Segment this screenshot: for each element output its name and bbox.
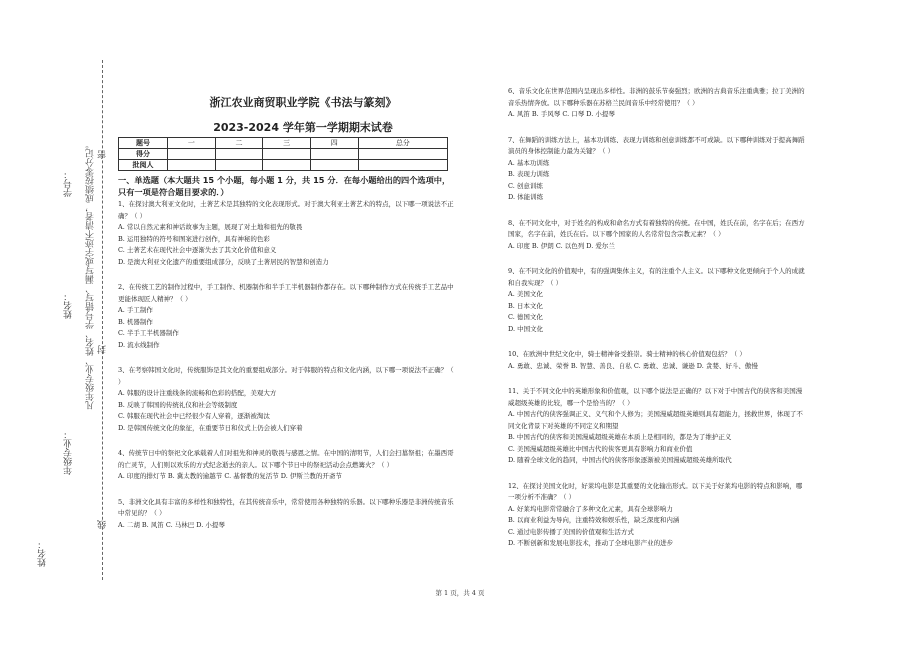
option: D. 随着全球文化的趋同，中国古代的侠客形象逐渐被美国漫威超级英雄所取代: [508, 456, 732, 464]
option: A. 常以自然元素和神话故事为主题，展现了对土地和祖先的敬畏: [118, 223, 303, 231]
question-11: [508, 386, 808, 467]
row-label-score: 得分: [119, 149, 168, 160]
column-1: 一: [168, 138, 216, 149]
option: C. 土著艺术在现代社会中逐渐失去了其文化价值和意义: [118, 246, 277, 254]
option: B. 中国古代的侠客和美国漫威超级英雄在本质上是相同的，都是为了维护正义: [508, 433, 732, 441]
question-text: 5、非洲文化具有丰富的多样性和独特性，在其传统音乐中，常常使用各种独特的乐器。以下哪种乐器是非洲传统音乐中常见的？（ ）: [118, 497, 454, 517]
score-cell: [263, 149, 311, 160]
question-3: [118, 365, 458, 434]
option: A. 美国文化: [508, 290, 543, 298]
question-text: 7、在舞蹈的训练方法上，基本功训练、表现力训练和创意训练都不可或缺。以下哪种训练对于提高舞蹈演员的身体控制能力最为关键？（ ）: [508, 135, 805, 155]
seal-word-1: 密: [98, 150, 108, 159]
option: C. 美国漫威超级英雄比中国古代的侠客更具有影响力和商业价值: [508, 444, 693, 453]
question-text: 2、在传统工艺的制作过程中，手工制作、机器制作和半手工半机器制作都存在。以下哪种制作方式在传统手工艺品中更能体现匠人精神？（ ）: [118, 283, 454, 303]
option: A. 印度的排灯节 B. 冀太教的逾越节 C. 基督教的复活节 D. 伊斯兰教的开斋节: [118, 472, 342, 480]
row-label-grader: 批阅人: [119, 160, 168, 171]
right-column: [508, 86, 808, 550]
seal-word-3: 线: [98, 520, 108, 529]
seal-notice: 凡年级专业、姓名、学号错写、漏写或字迹不清者，成绩按零分记。: [86, 140, 96, 410]
grader-cell: [358, 160, 447, 171]
question-text: 9、在不同文化的价值观中，有的强调集体主义，有的注重个人主义。以下哪种文化更倾向于个人的成就和自我实现？（ ）: [508, 267, 805, 287]
question-text: 1、在探讨澳大利亚文化时，土著艺术是其独特的文化表现形式。对于澳大利亚土著艺术的特点，以下哪一项说法不正确？（ ）: [118, 200, 454, 220]
exam-subtitle: 2023-2024 学年第一学期期末试卷: [213, 121, 393, 134]
section-heading: 一、单选题（本大题共 15 个小题，每小题 1 分，共 15 分．在每小题给出的四个选项中，只有一项是符合题目要求的．）: [118, 175, 451, 197]
option: B. 表现力训练: [508, 170, 550, 178]
option: A. 中国古代的侠客强调正义、义气和个人修为；美国漫威超级英雄则具有超能力，拯救世界，体现了不同文化背景下对英雄的不同定义和期望: [508, 410, 803, 430]
score-cell: [358, 149, 447, 160]
question-text: 10、在欧洲中世纪文化中，骑士精神备受推崇。骑士精神的核心价值观包括？（ ）: [508, 350, 746, 358]
row-label-question-no: 题号: [119, 138, 168, 149]
option: D. 体能训练: [508, 193, 544, 201]
question-7: [508, 135, 808, 204]
question-text: 4、传统节日中的祭祀文化承载着人们对祖先和神灵的敬畏与感恩之情。在中国的清明节，人们会扫墓祭祖；在墨西哥的亡灵节，人们则以欢乐的方式纪念逝去的亲人。以下哪个节日中的祭祀活动会点燃篝火？（ ）: [118, 449, 454, 469]
score-table-header-row: [119, 138, 448, 149]
grader-cell: [310, 160, 358, 171]
score-table: [118, 137, 448, 171]
question-9: [508, 266, 808, 335]
question-2: [118, 282, 458, 351]
option: A. 手工制作: [118, 306, 153, 314]
grader-cell: [263, 160, 311, 171]
question-text: 12、在探讨美国文化时，好莱坞电影是其重要的文化输出形式。以下关于好莱坞电影的特点和影响，哪一项分析不准确？（ ）: [508, 481, 803, 501]
option: A. 韩服的设计注重线条的流畅和色彩的搭配，美观大方: [118, 389, 277, 397]
option: D. 是韩国传统文化的象征，在重要节日和仪式上仍会被人们穿着: [118, 423, 303, 432]
name-label: 姓名：: [64, 292, 74, 319]
question-text: 8、在不同文化中，对于姓名的构成和命名方式有着独特的传统。在中国，姓氏在前，名字在后；在西方国家，名字在前，姓氏在后。以下哪个国家的人名常常包含宗教元素？（ ）: [508, 218, 805, 238]
seal-word-2: 封: [98, 345, 108, 354]
score-cell: [215, 149, 263, 160]
score-cell: [310, 149, 358, 160]
question-1: [118, 199, 458, 268]
score-row: [119, 149, 448, 160]
question-text: 11、关于不同文化中的英雄形象和价值观，以下哪个说法是正确的？以下对于中国古代的侠客和美国漫威超级英雄的比较，哪一个是恰当的？（ ）: [508, 387, 803, 407]
column-3: 三: [263, 138, 311, 149]
column-2: 二: [215, 138, 263, 149]
column-total: 总分: [358, 138, 447, 149]
option: C. 韩服在现代社会中已经很少有人穿着，逐渐被淘汰: [118, 412, 270, 420]
option: A. 好莱坞电影常常融合了多种文化元素，具有全球影响力: [508, 504, 673, 513]
grader-cell: [168, 160, 216, 171]
option: B. 反映了韩国的传统礼仪和社会等级制度: [118, 400, 238, 409]
question-4: [118, 448, 458, 483]
option: C. 通过电影传播了美国的价值观和生活方式: [508, 527, 634, 536]
column-4: 四: [310, 138, 358, 149]
exam-title: 浙江农业商贸职业学院《书法与篆刻》: [209, 96, 397, 109]
option: D. 不断创新和发展电影技术，推动了全球电影产业的进步: [508, 539, 674, 547]
left-column: [118, 199, 458, 531]
option: D. 是澳大利亚文化遗产的重要组成部分，反映了土著居民的智慧和创造力: [118, 257, 329, 266]
question-12: [508, 481, 808, 550]
grader-cell: [215, 160, 263, 171]
option: B. 运用独特的符号和图案进行创作，具有神秘的色彩: [118, 234, 270, 243]
page-number: 第 1 页，共 4 页: [435, 589, 485, 597]
option: B. 以商业利益为导向，注重特效和娱乐性，缺乏深度和内涵: [508, 516, 680, 524]
question-text: 6、音乐文化在世界范围内呈现出多样性。非洲的鼓乐节奏强烈；欧洲的古典音乐注重典雅；拉丁美洲的音乐热情奔放。以下哪种乐器在苏格兰民间音乐中经常使用？（ ）: [508, 87, 805, 107]
option: A. 印度 B. 伊朗 C. 以色列 D. 爱尔兰: [508, 241, 615, 250]
score-cell: [168, 149, 216, 160]
grader-row: [119, 160, 448, 171]
option: D. 中国文化: [508, 324, 544, 333]
option: D. 流水线制作: [118, 340, 160, 349]
side-name-label: 姓名：: [38, 540, 48, 567]
option: A. 勇敢、忠诚、荣誉 B. 智慧、善良、自私 C. 勇敢、忠诚、谦逊 D. 贪婪、好斗、傲慢: [508, 361, 758, 370]
seal-dashed-line: [102, 60, 103, 580]
question-8: [508, 218, 808, 253]
question-text: 3、在考察韩国文化时，传统服饰是其文化的重要组成部分。对于韩服的特点和文化内涵，以下哪一项说法不正确？（ ）: [118, 366, 454, 386]
major-label: 年级专业：: [64, 430, 74, 475]
option: C. 创意训练: [508, 181, 543, 190]
student-id-label: 学号：: [64, 170, 74, 197]
option: C. 半手工半机器制作: [118, 329, 179, 337]
option: B. 日本文化: [508, 301, 543, 310]
option: C. 德国文化: [508, 313, 543, 321]
option: B. 机器制作: [118, 317, 153, 326]
question-5: [118, 497, 458, 532]
option: A. 二胡 B. 风笛 C. 马林巴 D. 小提琴: [118, 520, 225, 529]
question-10: [508, 349, 808, 372]
question-6: [508, 86, 808, 121]
option: A. 基本功训练: [508, 158, 550, 167]
option: A. 风笛 B. 手风琴 C. 口琴 D. 小提琴: [508, 110, 615, 118]
